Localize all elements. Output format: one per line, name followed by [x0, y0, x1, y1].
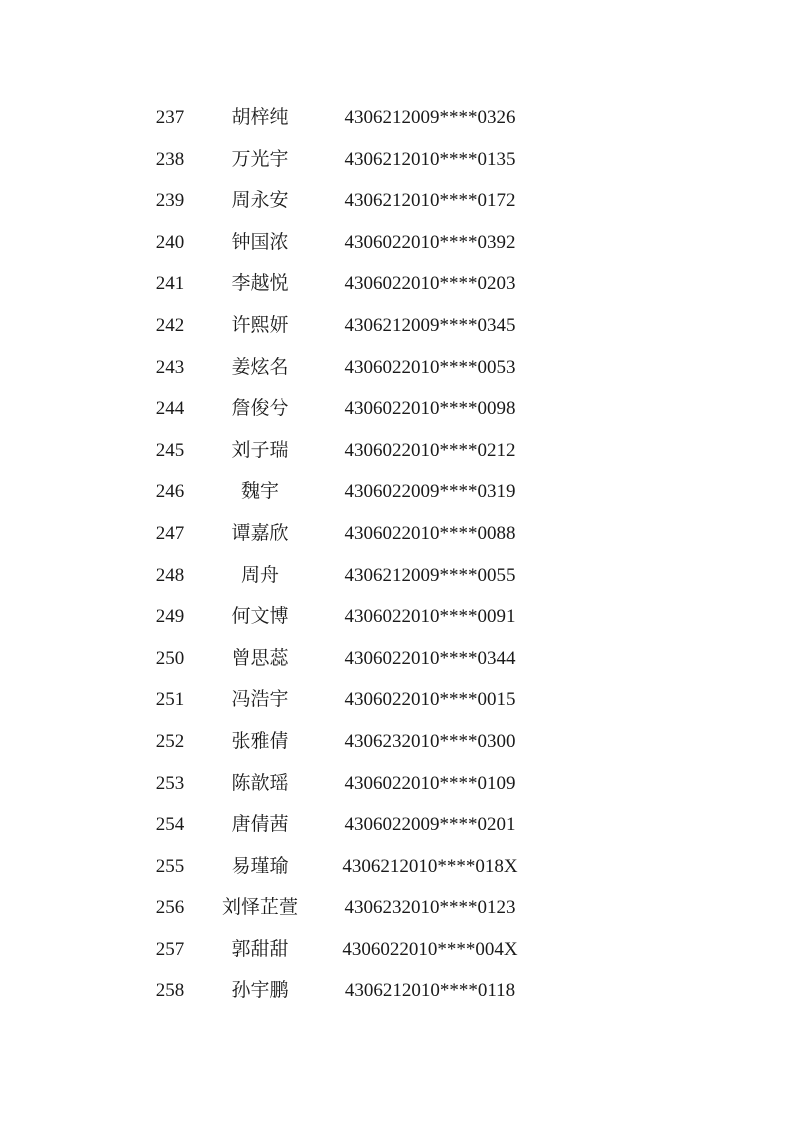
- list-item: [0, 388, 793, 430]
- row-number: 257: [155, 938, 185, 960]
- student-name: 孙宇鹏: [231, 979, 289, 1002]
- id-number: 4306022010****0015: [344, 689, 516, 711]
- list-item: [0, 596, 793, 638]
- row-number: 246: [155, 481, 185, 503]
- student-name: 姜炫名: [231, 355, 289, 378]
- list-item: [0, 887, 793, 929]
- student-name: 刘怿芷萱: [221, 896, 298, 919]
- student-name: 万光宇: [231, 147, 289, 170]
- student-name: 张雅倩: [231, 729, 289, 752]
- list-item: [0, 929, 793, 971]
- list-item: [0, 846, 793, 888]
- student-name: 钟国浓: [231, 230, 289, 253]
- row-number: 251: [155, 689, 185, 711]
- row-number: 238: [155, 148, 185, 170]
- student-name: 冯浩宇: [231, 688, 289, 711]
- row-number: 240: [155, 231, 185, 253]
- list-item: [0, 305, 793, 347]
- list-item: [0, 970, 793, 1012]
- row-number: 249: [155, 606, 185, 628]
- row-number: 245: [155, 439, 185, 461]
- list-item: [0, 721, 793, 763]
- student-name: 唐倩茜: [231, 813, 289, 836]
- id-number: 4306212009****0055: [344, 564, 516, 586]
- id-number: 4306022009****0319: [344, 481, 516, 503]
- id-number: 4306022010****0053: [344, 356, 516, 378]
- row-number: 252: [155, 730, 185, 752]
- student-name: 郭甜甜: [231, 937, 289, 960]
- id-number: 4306022010****0109: [344, 772, 516, 794]
- list-item: [0, 263, 793, 305]
- row-number: 258: [155, 980, 185, 1002]
- id-number: 4306212009****0326: [344, 107, 516, 128]
- id-number: 4306022010****004X: [342, 938, 518, 960]
- list-item: [0, 679, 793, 721]
- row-number: 256: [155, 897, 185, 919]
- list-item: [0, 97, 793, 139]
- list-item: [0, 180, 793, 222]
- student-name: 易瑾瑜: [231, 854, 289, 877]
- id-number: 4306022010****0212: [344, 439, 516, 461]
- row-number: 241: [155, 273, 185, 295]
- id-number: 4306022010****0203: [344, 273, 516, 295]
- student-name: 陈歆瑶: [231, 771, 289, 794]
- list-item: [0, 430, 793, 472]
- list-item: [0, 222, 793, 264]
- student-name: 周舟: [240, 563, 279, 586]
- row-number: 242: [155, 314, 185, 336]
- list-item: [0, 638, 793, 680]
- student-name: 刘子瑞: [231, 438, 289, 461]
- list-item: [0, 139, 793, 181]
- row-number: 253: [155, 772, 185, 794]
- row-number: 244: [155, 398, 185, 420]
- student-name: 胡梓纯: [231, 106, 289, 128]
- student-name: 何文博: [231, 605, 289, 628]
- id-number: 4306022009****0201: [344, 814, 516, 836]
- row-number: 237: [155, 107, 185, 128]
- student-name: 詹俊兮: [231, 397, 289, 420]
- id-number: 4306212010****0135: [344, 148, 516, 170]
- id-number: 4306022010****0344: [344, 647, 516, 669]
- row-number: 243: [155, 356, 185, 378]
- student-name: 许熙妍: [231, 313, 289, 336]
- list-item: [0, 513, 793, 555]
- id-number: 4306212010****0118: [344, 980, 516, 1002]
- id-number: 4306232010****0300: [344, 730, 516, 752]
- student-name: 魏宇: [240, 480, 279, 503]
- list-item: [0, 555, 793, 597]
- list-item: [0, 763, 793, 805]
- id-number: 4306212010****018X: [342, 855, 518, 877]
- id-number: 4306022010****0091: [344, 606, 516, 628]
- student-name: 曾思蕊: [231, 646, 289, 669]
- list-item: [0, 804, 793, 846]
- row-number: 250: [155, 647, 185, 669]
- roster-list: [0, 97, 793, 1012]
- row-number: 255: [155, 855, 185, 877]
- row-number: 247: [155, 522, 185, 544]
- id-number: 4306232010****0123: [344, 897, 516, 919]
- id-number: 4306022010****0098: [344, 398, 516, 420]
- list-item: [0, 471, 793, 513]
- id-number: 4306022010****0088: [344, 522, 516, 544]
- row-number: 254: [155, 814, 185, 836]
- student-name: 周永安: [231, 189, 289, 212]
- id-number: 4306212009****0345: [344, 314, 516, 336]
- list-item: [0, 347, 793, 389]
- row-number: 248: [155, 564, 185, 586]
- student-name: 谭嘉欣: [231, 521, 289, 544]
- student-name: 李越悦: [231, 272, 289, 295]
- id-number: 4306212010****0172: [344, 190, 516, 212]
- id-number: 4306022010****0392: [344, 231, 516, 253]
- row-number: 239: [155, 190, 185, 212]
